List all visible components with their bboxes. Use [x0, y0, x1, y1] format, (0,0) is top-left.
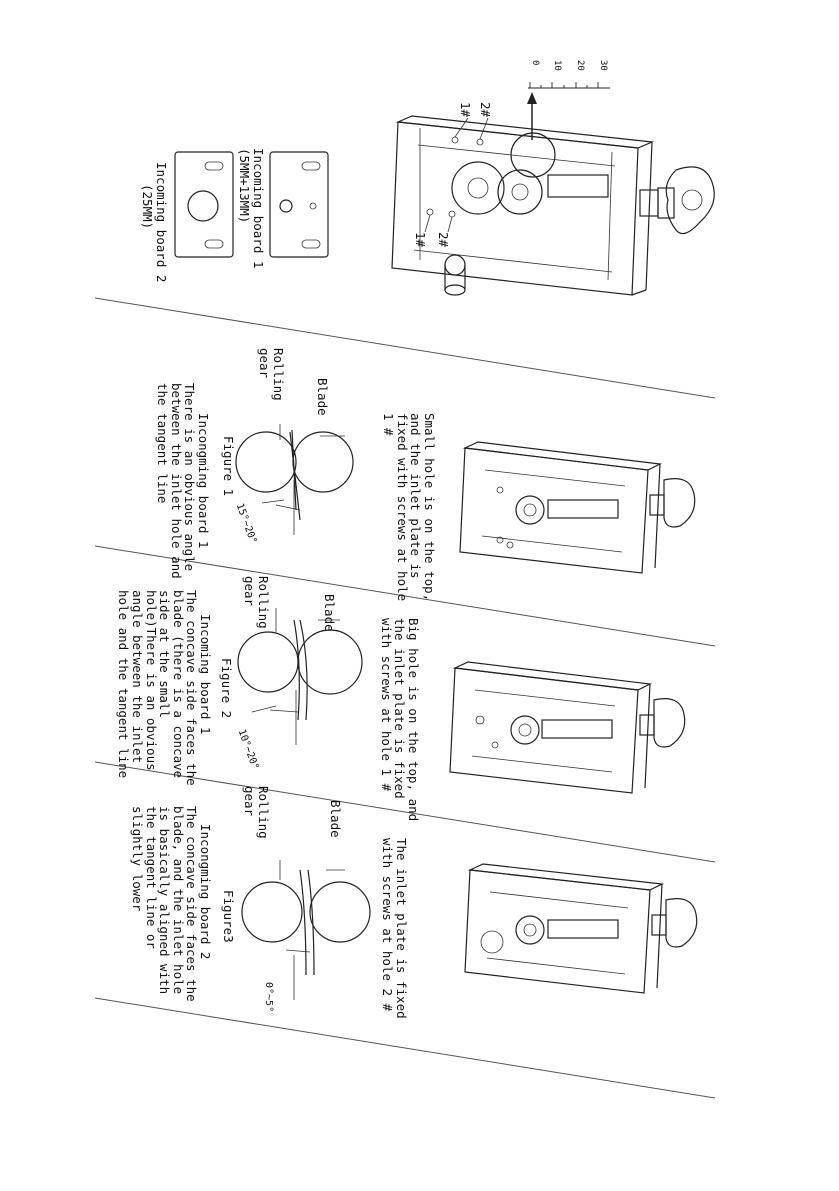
figure-2-description	[117, 590, 212, 786]
description-line: side at the small	[157, 590, 173, 718]
hole-label-bottom-1: 1#	[413, 232, 428, 248]
figure-3-diagram	[242, 860, 370, 1000]
ruler-tick-0: 0	[530, 60, 540, 66]
ruler-tick-30: 30	[598, 60, 608, 71]
gear-label-line: Rolling	[256, 576, 271, 629]
board-2-plate	[175, 152, 233, 257]
description-line: The concave side faces the	[184, 806, 200, 1002]
figure-1-blade-label: Blade	[315, 378, 330, 416]
description-line: between the inlet hole and	[168, 383, 184, 579]
section-3-machine	[465, 864, 697, 993]
instruction-line: fixed with screws at hole	[394, 413, 410, 602]
description-line: angle between the inlet	[130, 590, 146, 764]
section-3-instruction	[381, 838, 408, 1019]
instruction-line: 1 #	[381, 413, 397, 436]
ruler	[528, 82, 610, 88]
figure-2-angle: 10°~20°	[235, 728, 261, 772]
description-line: slightly lower	[130, 806, 146, 912]
hole-label-top-2: 2#	[478, 102, 493, 118]
board-2-size: (25MM)	[140, 184, 156, 230]
figure-1-caption: Figure 1	[221, 436, 236, 497]
gear-label-line: gear	[257, 348, 273, 379]
instruction-line: and the inlet plate is	[408, 413, 424, 579]
section-1-machine	[460, 442, 695, 573]
instruction-line: the inlet plate is fixed	[392, 618, 408, 799]
instruction-line: Big hole is on the top, and	[406, 618, 421, 822]
description-line: hole)There is an obvious	[143, 590, 159, 771]
figure-2-gear-label	[243, 576, 270, 629]
figure-1-description	[156, 383, 210, 579]
description-line: Incoming board 1	[198, 614, 213, 735]
instruction-line: with screws at hole 1 #	[378, 618, 394, 792]
section-1-instruction	[382, 413, 436, 601]
instruction-line: with screws at hole 2 #	[380, 838, 396, 1012]
figure-3-angle: 0°~5°	[263, 982, 274, 1013]
description-line: hole and the tangent line	[116, 590, 132, 779]
description-line: blade, and the inlet hole	[170, 806, 186, 995]
gear-label-line: Rolling	[271, 348, 286, 401]
main-machine-drawing	[392, 116, 714, 295]
board-1-caption	[238, 148, 265, 268]
description-line: the tangent line	[155, 383, 171, 504]
hole-label-top-1: 1#	[458, 102, 473, 118]
hole-label-bottom-2: 2#	[436, 232, 451, 248]
figure-3-caption: Figure3	[221, 890, 236, 943]
figure-3-description	[130, 806, 212, 1002]
board-2-label: Incoming board 2	[154, 162, 169, 283]
board-1-plate	[270, 152, 328, 257]
board-2-caption	[141, 162, 168, 282]
description-line: is basically aligned with	[157, 806, 173, 995]
instruction-line: Small hole is on the top,	[422, 413, 437, 602]
description-line: Incongming board 2	[198, 824, 213, 960]
figure-1-diagram	[236, 424, 353, 535]
gear-label-line: Rolling	[256, 786, 271, 839]
description-line: The concave side faces the	[184, 590, 200, 786]
figure-2-caption: Figure 2	[219, 658, 234, 719]
figure-3-gear-label	[243, 786, 270, 839]
section-2-machine	[450, 662, 685, 793]
figure-3-blade-label: Blade	[328, 800, 343, 838]
ruler-tick-20: 20	[575, 60, 585, 71]
board-1-size: (5MM+13MM)	[237, 148, 253, 224]
ruler-tick-10: 10	[552, 60, 562, 71]
figure-1-gear-label	[258, 348, 285, 401]
description-line: blade (there is a concave	[170, 590, 186, 779]
description-line: the tangent line or	[143, 806, 159, 949]
board-1-label: Incoming board 1	[251, 148, 266, 269]
gear-label-line: gear	[242, 786, 258, 817]
gear-label-line: gear	[242, 576, 258, 607]
section-2-instruction	[379, 618, 420, 821]
figure-2-blade-label: Blade	[322, 594, 337, 632]
description-line: There is an obvious angle	[182, 383, 198, 572]
figure-1-angle: 15°~20°	[233, 502, 259, 546]
instruction-line: The inlet plate is fixed	[394, 838, 409, 1019]
description-line: Incongming board 1	[196, 413, 211, 549]
